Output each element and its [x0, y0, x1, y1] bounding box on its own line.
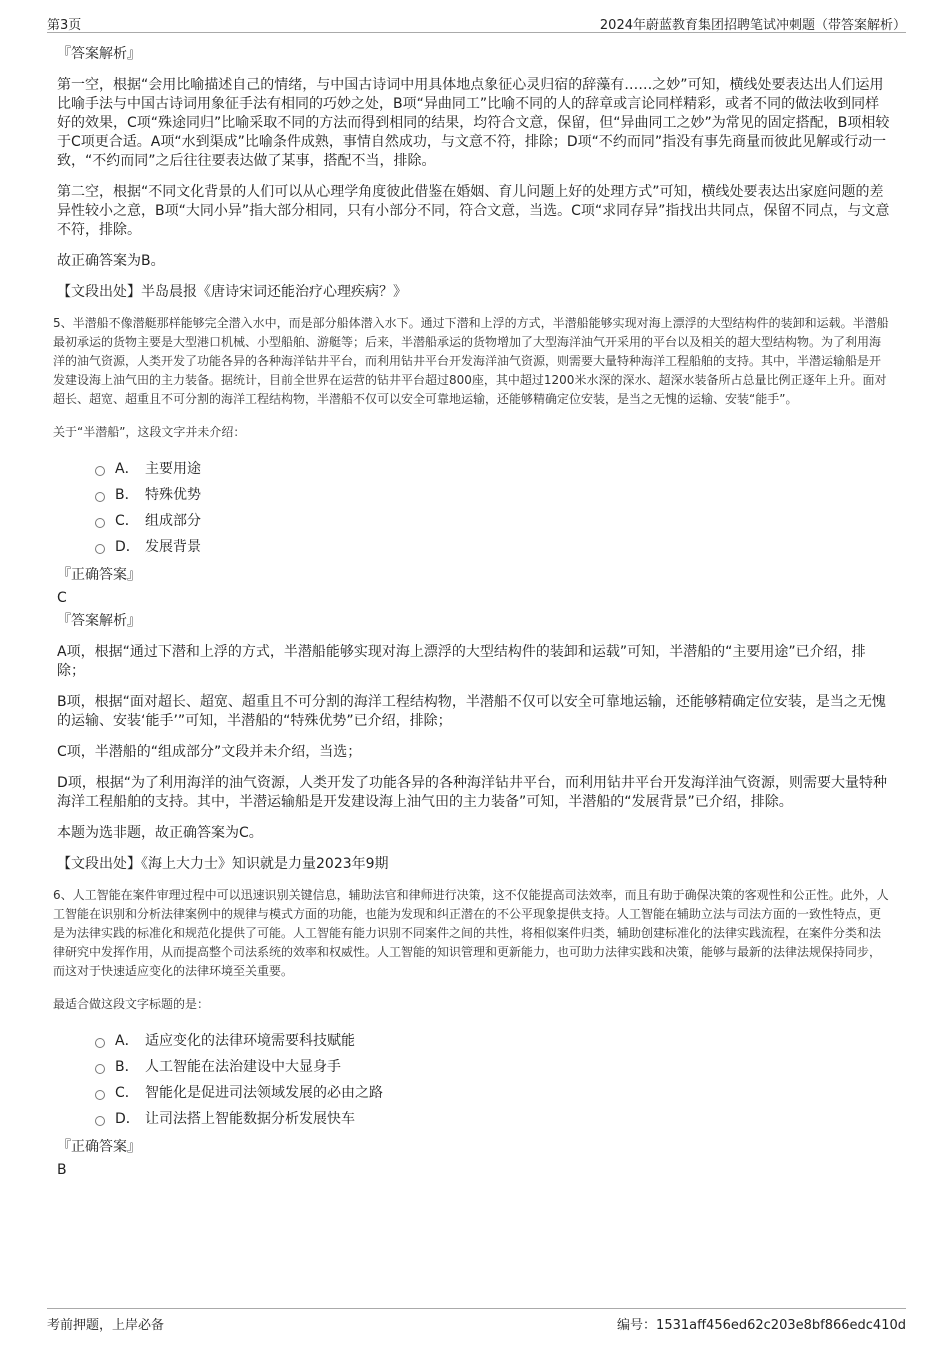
option-key: D． — [115, 539, 140, 555]
radio-icon[interactable] — [95, 544, 105, 554]
document-id: 编号：1531aff456ed62c203e8bf866edc410d — [617, 1318, 906, 1333]
option-a[interactable] — [95, 456, 892, 482]
option-key: C． — [115, 513, 139, 529]
option-b[interactable] — [95, 482, 892, 508]
analysis-paragraph: A项，根据“通过下潜和上浮的方式，半潜船能够实现对海上漂浮的大型结构件的装卸和运载”可知，半潜船的“主要用途”已介绍，排除； — [57, 644, 866, 679]
option-text: 智能化是促进司法领域发展的必由之路 — [145, 1085, 383, 1101]
analysis-label: 『答案解析』 — [57, 46, 141, 62]
correct-answer: B — [57, 1162, 67, 1178]
analysis-paragraph: B项，根据“面对超长、超宽、超重且不可分割的海洋工程结构物，半潜船不仅可以安全可靠地运输，还能够精确定位安装，是当之无愧的运输、安装‘能手’”可知，半潜船的“特殊优势”已介绍，排除； — [57, 694, 886, 729]
correct-answer-label: 『正确答案』 — [57, 1139, 141, 1155]
source-citation: 【文段出处】《海上大力士》知识就是力量2023年9期 — [57, 856, 389, 872]
option-key: A． — [115, 1033, 139, 1049]
question-prompt: 关于“半潜船”，这段文字并未介绍： — [53, 425, 246, 439]
analysis-paragraph: 第一空，根据“会用比喻描述自己的情绪，与中国古诗词中用具体地点象征心灵归宿的辞藻有……之妙”可知，横线处要表达出人们运用比喻手法与中国古诗词用象征手法有相同的巧妙之处，B项“异曲同工”比喻不同的人的辞章或言论同样精彩，或者不同的做法收到同样好的效果，C项“殊途同归”比喻采取不同的方法而得到相同的结果，均符合文意，保留，但“异曲同工之妙”为常见的固定搭配，B项相较于C项更合适。A项“水到渠成”比喻条件成熟，事情自然成功，与文意不符，排除；D项“不约而同”指没有事先商量而彼此见解或行动一致，“不约而同”之后往往要表达做了某事，搭配不当，排除。 — [57, 77, 890, 169]
option-key: B． — [115, 487, 139, 503]
page-content — [53, 45, 892, 1184]
option-text: 组成部分 — [145, 513, 201, 529]
radio-icon[interactable] — [95, 1090, 105, 1100]
page-footer — [47, 1308, 906, 1335]
option-text: 人工智能在法治建设中大显身手 — [145, 1059, 341, 1075]
footer-slogan: 考前押题，上岸必备 — [47, 1318, 165, 1333]
analysis-paragraph: C项，半潜船的“组成部分”文段并未介绍，当选； — [57, 744, 362, 760]
options-list — [95, 456, 892, 560]
conclusion-text: 故正确答案为B。 — [57, 253, 165, 269]
option-text: 主要用途 — [145, 461, 201, 477]
option-c[interactable] — [95, 1080, 892, 1106]
source-citation: 【文段出处】半岛晨报《唐诗宋词还能治疗心理疾病？》 — [57, 284, 407, 300]
question-stem: 6、人工智能在案件审理过程中可以迅速识别关键信息，辅助法官和律师进行决策，这不仅能提高司法效率，而且有助于确保决策的客观性和公正性。此外，人工智能在识别和分析法律案例中的规律与模式方面的功能，也能为发现和纠正潜在的不公平现象提供支持。人工智能在辅助立法与司法方面的一致性特点，更是为法律实践的标准化和规范化提供了可能。人工智能有能力识别不同案件之间的共性，将相似案件归类，辅助创建标准化的法律实践流程，在案件分类和法律研究中发挥作用，从而提高整个司法系统的效率和权威性。人工智能的知识管理和更新能力，也可助力法律实践和决策，能够与最新的法律法规保持同步，而这对于快速适应变化的法律环境至关重要。 — [53, 888, 889, 978]
option-key: A． — [115, 461, 139, 477]
option-d[interactable] — [95, 1106, 892, 1132]
analysis-paragraph: D项，根据“为了利用海洋的油气资源，人类开发了功能各异的各种海洋钻井平台，而利用钻井平台开发海洋油气资源，则需要大量特种海洋工程船舶的支持。其中，半潜运输船是开发建设海上油气田的主力装备”可知，半潜船的“发展背景”已介绍，排除。 — [57, 775, 888, 810]
option-key: C． — [115, 1085, 139, 1101]
analysis-label: 『答案解析』 — [57, 613, 141, 629]
question-prompt: 最适合做这段文字标题的是： — [53, 997, 210, 1011]
radio-icon[interactable] — [95, 1116, 105, 1126]
radio-icon[interactable] — [95, 492, 105, 502]
option-text: 发展背景 — [145, 539, 201, 555]
option-text: 让司法搭上智能数据分析发展快车 — [145, 1111, 355, 1127]
correct-answer-label: 『正确答案』 — [57, 567, 141, 583]
question-stem: 5、半潜船不像潜艇那样能够完全潜入水中，而是部分船体潜入水下。通过下潜和上浮的方式，半潜船能够实现对海上漂浮的大型结构件的装卸和运载。半潜船最初承运的货物主要是大型港口机械、小型船舶、游艇等；后来，半潜船承运的货物增加了大型海洋油气开采用的平台以及相关的超大型结构物。为了利用海洋的油气资源，人类开发了功能各异的各种海洋钻井平台，而利用钻井平台开发海洋油气资源，则需要大量特种海洋工程船舶的支持。其中，半潜运输船是开发建设海上油气田的主力装备。据统计，目前全世界在运营的钻井平台超过800座，其中超过1200米水深的深水、超深水装备所占总量比例正逐年上升。面对超长、超宽、超重且不可分割的海洋工程结构物，半潜船不仅可以安全可靠地运输，还能够精确定位安装，是当之无愧的运输、安装“能手”。 — [53, 316, 889, 406]
page-header — [47, 12, 906, 33]
option-b[interactable] — [95, 1054, 892, 1080]
document-title: 2024年蔚蓝教育集团招聘笔试冲刺题（带答案解析） — [599, 18, 906, 33]
page-number: 第3页 — [47, 18, 82, 33]
options-list — [95, 1028, 892, 1132]
analysis-paragraph: 第二空，根据“不同文化背景的人们可以从心理学角度彼此借鉴在婚姻、育儿问题上好的处理方式”可知，横线处要表达出家庭问题的差异性较小之意，B项“大同小异”指大部分相同，只有小部分不同，符合文意，当选。C项“求同存异”指找出共同点，保留不同点，与文意不符，排除。 — [57, 184, 890, 238]
option-text: 特殊优势 — [145, 487, 201, 503]
conclusion-text: 本题为选非题，故正确答案为C。 — [57, 825, 263, 841]
radio-icon[interactable] — [95, 518, 105, 528]
radio-icon[interactable] — [95, 1064, 105, 1074]
radio-icon[interactable] — [95, 466, 105, 476]
option-text: 适应变化的法律环境需要科技赋能 — [145, 1033, 355, 1049]
option-d[interactable] — [95, 534, 892, 560]
option-key: B． — [115, 1059, 139, 1075]
radio-icon[interactable] — [95, 1038, 105, 1048]
option-key: D． — [115, 1111, 140, 1127]
correct-answer: C — [57, 590, 67, 606]
option-c[interactable] — [95, 508, 892, 534]
option-a[interactable] — [95, 1028, 892, 1054]
